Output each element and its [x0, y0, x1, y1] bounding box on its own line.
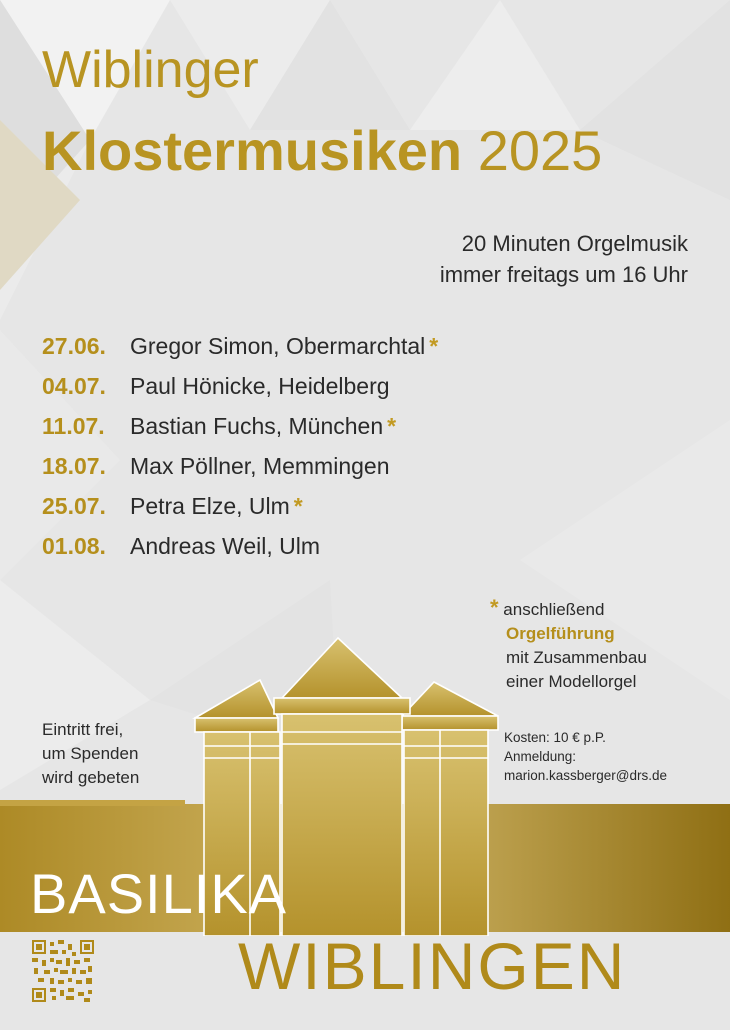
registration-label: Anmeldung: — [504, 749, 577, 764]
concert-date: 27.06. — [42, 333, 106, 359]
concert-date: 25.07. — [42, 493, 106, 519]
subtitle-line-1: 20 Minuten Orgelmusik — [461, 231, 688, 256]
cost-text: Kosten: 10 € p.P. — [504, 730, 606, 745]
concert-date: 18.07. — [42, 453, 106, 479]
concert-performer: Max Pöllner, Memmingen — [130, 453, 390, 479]
entry-line-2: um Spenden — [42, 744, 139, 763]
concert-performer: Andreas Weil, Ulm — [130, 533, 321, 559]
concert-performer: Gregor Simon, Obermarchtal — [130, 333, 426, 359]
concert-performer: Bastian Fuchs, München — [130, 413, 384, 439]
title-line-1: Wiblinger — [42, 41, 259, 99]
entry-line-1: Eintritt frei, — [42, 720, 124, 739]
note-star: * — [490, 595, 499, 620]
subtitle — [440, 228, 688, 290]
title-line-2 — [42, 118, 602, 184]
note-line-3: mit Zusammenbau — [506, 648, 647, 667]
concert-item — [42, 366, 394, 406]
concert-performer: Paul Hönicke, Heidelberg — [130, 373, 390, 399]
concert-star: * — [387, 413, 397, 439]
note-line-1: anschließend — [503, 600, 605, 619]
cost-info — [504, 728, 667, 785]
title-bold: Klostermusiken — [42, 119, 463, 182]
concert-performer: Petra Elze, Ulm — [130, 493, 290, 519]
entry-line-3: wird gebeten — [42, 768, 140, 787]
entry-info — [42, 718, 139, 790]
concert-item — [42, 406, 396, 446]
concert-star: * — [429, 333, 439, 359]
concert-item — [42, 526, 324, 566]
title-year: 2025 — [477, 119, 603, 182]
concert-date: 01.08. — [42, 533, 106, 559]
footer-basilika: BASILIKA — [30, 862, 288, 925]
organ-tour-note — [490, 596, 647, 694]
concert-item — [42, 326, 438, 366]
concert-item — [42, 446, 394, 486]
qr-code-icon[interactable] — [32, 940, 94, 1002]
note-line-4: einer Modellorgel — [506, 672, 637, 691]
footer-wiblingen: WIBLINGEN — [238, 929, 627, 1003]
subtitle-line-2: immer freitags um 16 Uhr — [439, 262, 688, 287]
concert-date: 11.07. — [42, 413, 105, 439]
email-link[interactable]: marion.kassberger@drs.de — [504, 768, 668, 783]
concert-item — [42, 486, 303, 526]
concert-date: 04.07. — [42, 373, 106, 399]
note-line-2: Orgelführung — [506, 624, 615, 643]
concert-star: * — [293, 493, 303, 519]
